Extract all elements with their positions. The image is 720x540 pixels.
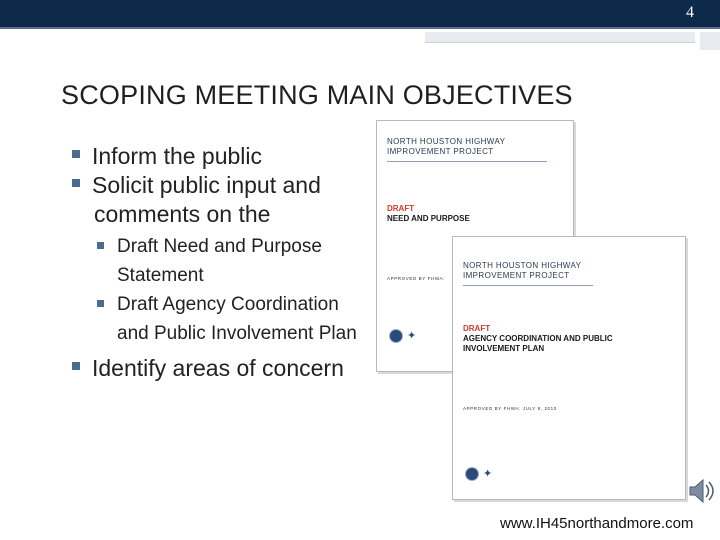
bullet-identify (72, 354, 372, 383)
doc-rule (463, 285, 593, 286)
bullet-text: Inform the public (92, 143, 263, 169)
footer-url[interactable]: www.IH45northandmore.com (500, 515, 694, 532)
doc-logos (465, 467, 492, 481)
bullet-inform (72, 142, 372, 171)
header-band (0, 0, 720, 27)
dot-seal-icon (465, 467, 479, 481)
txdot-star-icon: ✦ (407, 329, 417, 342)
sub-bullet-agency-plan (72, 290, 372, 348)
speaker-icon[interactable] (686, 476, 716, 506)
doc-logos (389, 329, 416, 343)
square-bullet-icon (72, 179, 80, 187)
bullet-solicit (72, 171, 372, 229)
header-divider (0, 27, 720, 29)
doc-rule (387, 161, 547, 162)
doc-name: NEED AND PURPOSE (387, 214, 470, 223)
bullet-list (72, 142, 372, 383)
sub-bullet-text: Draft Agency Coordination and Public Involvement Plan (117, 294, 357, 344)
square-bullet-icon (97, 242, 104, 249)
slide-title: SCOPING MEETING MAIN OBJECTIVES (61, 80, 573, 110)
doc-draft-label: DRAFT (387, 204, 415, 213)
doc-draft-label: DRAFT (463, 324, 491, 333)
bullet-text: Identify areas of concern (92, 355, 344, 381)
dot-seal-icon (389, 329, 403, 343)
doc-project-title: NORTH HOUSTON HIGHWAY IMPROVEMENT PROJECT (463, 261, 582, 280)
sub-bullet-text: Draft Need and Purpose Statement (117, 236, 322, 286)
doc-name: AGENCY COORDINATION AND PUBLIC INVOLVEMENT PLAN (463, 334, 613, 353)
header-accent-tab (700, 32, 720, 50)
square-bullet-icon (72, 362, 80, 370)
bullet-text: Solicit public input and comments on the (92, 172, 321, 227)
header-accent-strip (425, 32, 695, 43)
doc-approval-line: APPROVED BY FHWA: (387, 276, 445, 281)
sub-bullet-need-purpose (72, 232, 372, 290)
square-bullet-icon (72, 150, 80, 158)
doc-project-title: NORTH HOUSTON HIGHWAY IMPROVEMENT PROJECT (387, 137, 506, 156)
square-bullet-icon (97, 300, 104, 307)
document-cover-agency-plan (452, 236, 686, 500)
slide-number: 4 (686, 4, 694, 21)
doc-approval-line: APPROVED BY FHWA: JULY 8, 2010 (463, 406, 557, 411)
txdot-star-icon: ✦ (483, 467, 493, 480)
